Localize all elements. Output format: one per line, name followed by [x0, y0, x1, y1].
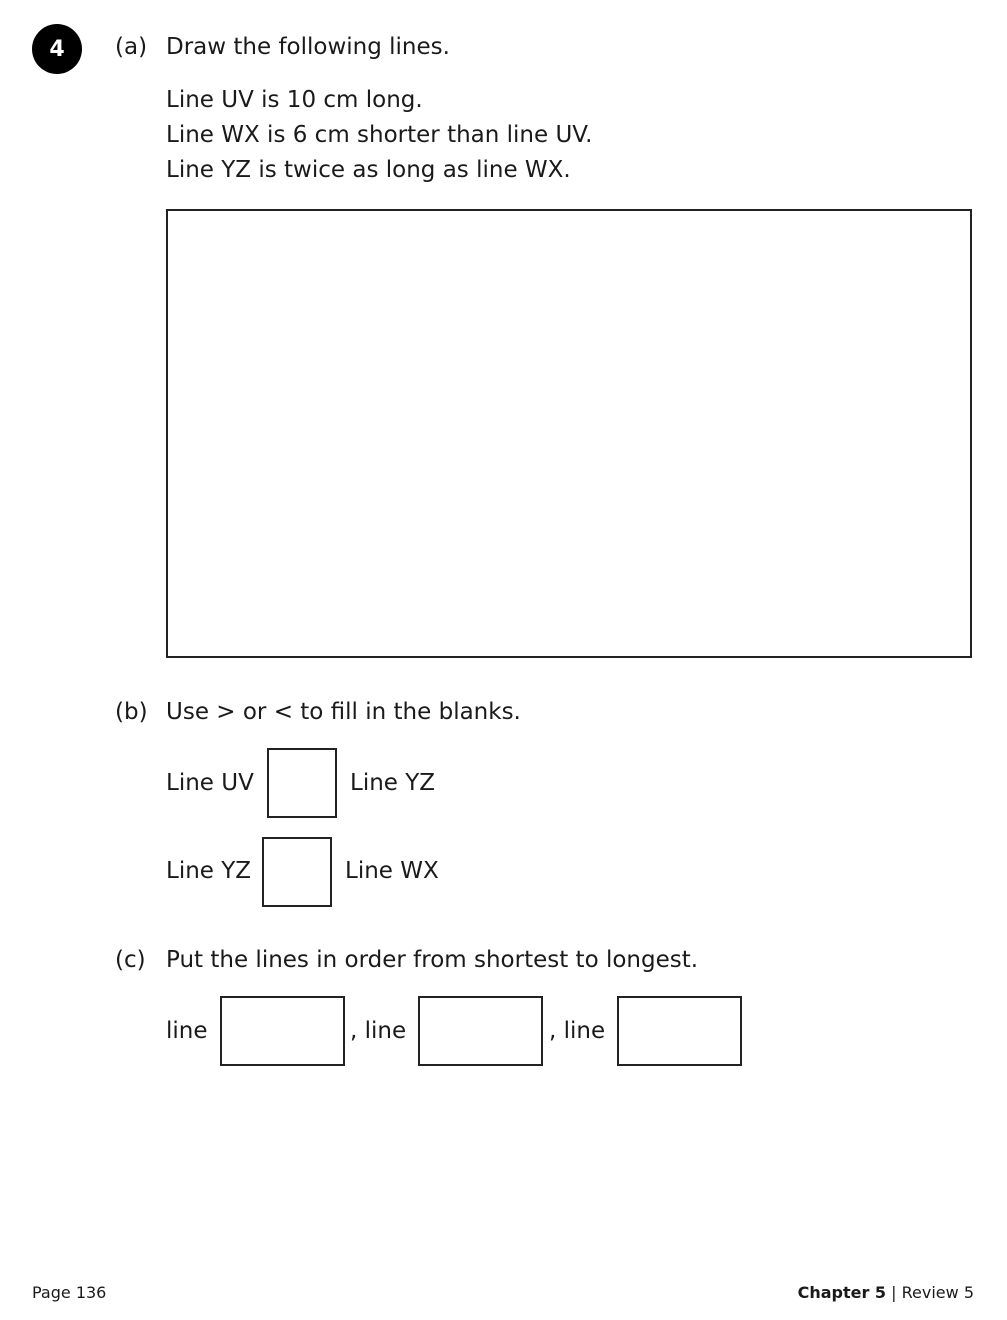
comparison-2-left: Line YZ: [166, 858, 252, 884]
page-number: Page 136: [32, 1283, 107, 1302]
part-c-label: (c): [115, 947, 146, 973]
comparison-1-right: Line YZ: [350, 770, 436, 796]
chapter-footer: [798, 1283, 974, 1302]
part-a-instruction: Draw the following lines.: [166, 34, 450, 60]
part-a-line-yz: Line YZ is twice as long as line WX.: [166, 157, 571, 183]
order-answer-box-3[interactable]: [617, 996, 742, 1066]
comparison-1-left: Line UV: [166, 770, 254, 796]
section-label: Review 5: [901, 1283, 974, 1302]
question-number-badge: 4: [32, 24, 82, 74]
part-c-instruction: Put the lines in order from shortest to longest.: [166, 947, 699, 973]
order-answer-box-2[interactable]: [418, 996, 543, 1066]
order-word-3: , line: [549, 1018, 606, 1044]
part-a-line-wx: Line WX is 6 cm shorter than line UV.: [166, 122, 593, 148]
drawing-area[interactable]: [166, 209, 972, 658]
order-word-1: line: [166, 1018, 208, 1044]
comparison-2-answer-box[interactable]: [262, 837, 332, 907]
part-a-line-uv: Line UV is 10 cm long.: [166, 87, 423, 113]
part-b-instruction: Use > or < to fill in the blanks.: [166, 699, 521, 725]
part-b-label: (b): [115, 699, 148, 725]
order-answer-box-1[interactable]: [220, 996, 345, 1066]
footer-separator: |: [891, 1283, 897, 1302]
comparison-1-answer-box[interactable]: [267, 748, 337, 818]
comparison-2-right: Line WX: [345, 858, 439, 884]
chapter-label: Chapter 5: [797, 1283, 887, 1302]
part-a-label: (a): [115, 34, 148, 60]
order-word-2: , line: [350, 1018, 407, 1044]
